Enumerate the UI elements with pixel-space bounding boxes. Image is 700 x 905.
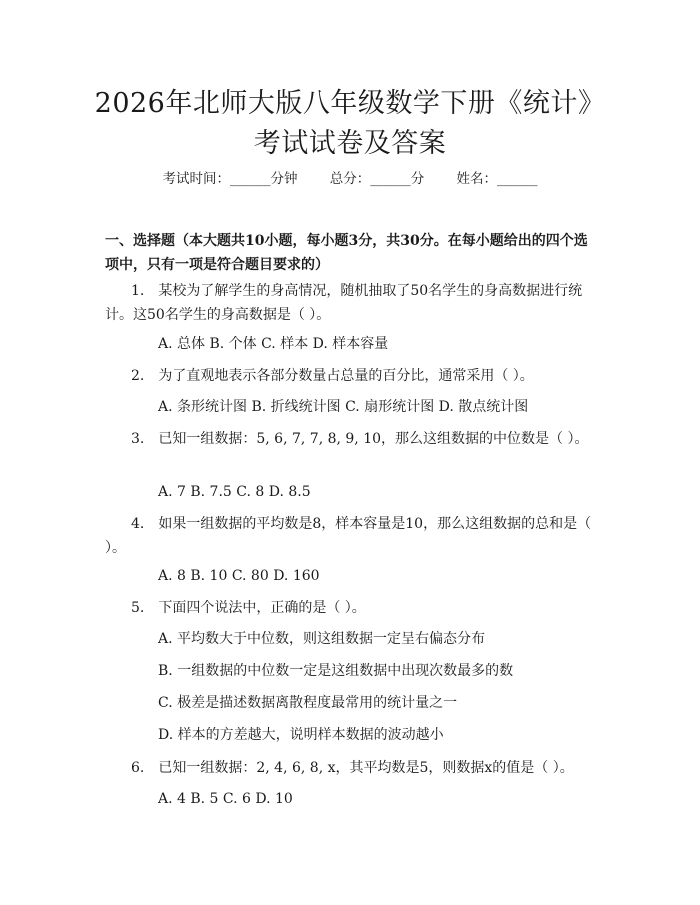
exam-info-line — [0, 169, 700, 189]
question-text: 某校为了解学生的身高情况，随机抽取了50名学生的身高数据进行统计。这50名学生的身高数据是（ ）。 — [105, 283, 583, 323]
question-number: 4. — [131, 516, 145, 532]
question-4 — [105, 512, 601, 560]
question-5 — [105, 596, 601, 620]
question-6-options: A. 4 B. 5 C. 6 D. 10 — [158, 791, 293, 807]
question-5-option-a: A. 平均数大于中位数，则这组数据一定呈右偏态分布 — [158, 631, 486, 647]
exam-name: 姓名：______ — [456, 171, 538, 187]
question-text: 已知一组数据：5, 6, 7, 7, 8, 9, 10，那么这组数据的中位数是（ ）。 — [158, 431, 589, 447]
question-1 — [105, 279, 601, 327]
question-number: 1. — [131, 283, 145, 299]
section-heading: 一、选择题（本大题共10小题，每小题3分，共30分。在每小题给出的四个选项中，只有一项是符合题目要求的） — [105, 233, 588, 273]
question-number: 6. — [131, 760, 145, 776]
question-4-options: A. 8 B. 10 C. 80 D. 160 — [158, 568, 320, 584]
exam-time: 考试时间：______分钟 — [162, 171, 298, 187]
question-3-options: A. 7 B. 7.5 C. 8 D. 8.5 — [158, 484, 311, 500]
question-2-options: A. 条形统计图 B. 折线统计图 C. 扇形统计图 D. 散点统计图 — [158, 399, 529, 415]
question-5-option-c: C. 极差是描述数据离散程度最常用的统计量之一 — [158, 695, 458, 711]
question-text: 如果一组数据的平均数是8，样本容量是10，那么这组数据的总和是（ ）。 — [105, 516, 592, 556]
question-5-option-d: D. 样本的方差越大，说明样本数据的波动越小 — [158, 727, 444, 743]
page-title: 2026年北师大版八年级数学下册《统计》考试试卷及答案 — [94, 88, 606, 159]
exam-score: 总分：______分 — [329, 171, 425, 187]
question-2 — [105, 364, 601, 388]
question-number: 3. — [131, 431, 145, 447]
question-1-options: A. 总体 B. 个体 C. 样本 D. 样本容量 — [158, 336, 389, 352]
question-5-option-b: B. 一组数据的中位数一定是这组数据中出现次数最多的数 — [158, 663, 514, 679]
question-number: 5. — [131, 600, 145, 616]
question-text: 下面四个说法中，正确的是（ ）。 — [158, 600, 366, 616]
question-3 — [105, 427, 601, 451]
question-6 — [105, 756, 601, 780]
question-text: 为了直观地表示各部分数量占总量的百分比，通常采用（ ）。 — [158, 368, 534, 384]
question-number: 2. — [131, 368, 145, 384]
question-text: 已知一组数据：2, 4, 6, 8, x，其平均数是5，则数据x的值是（ ）。 — [158, 760, 574, 776]
